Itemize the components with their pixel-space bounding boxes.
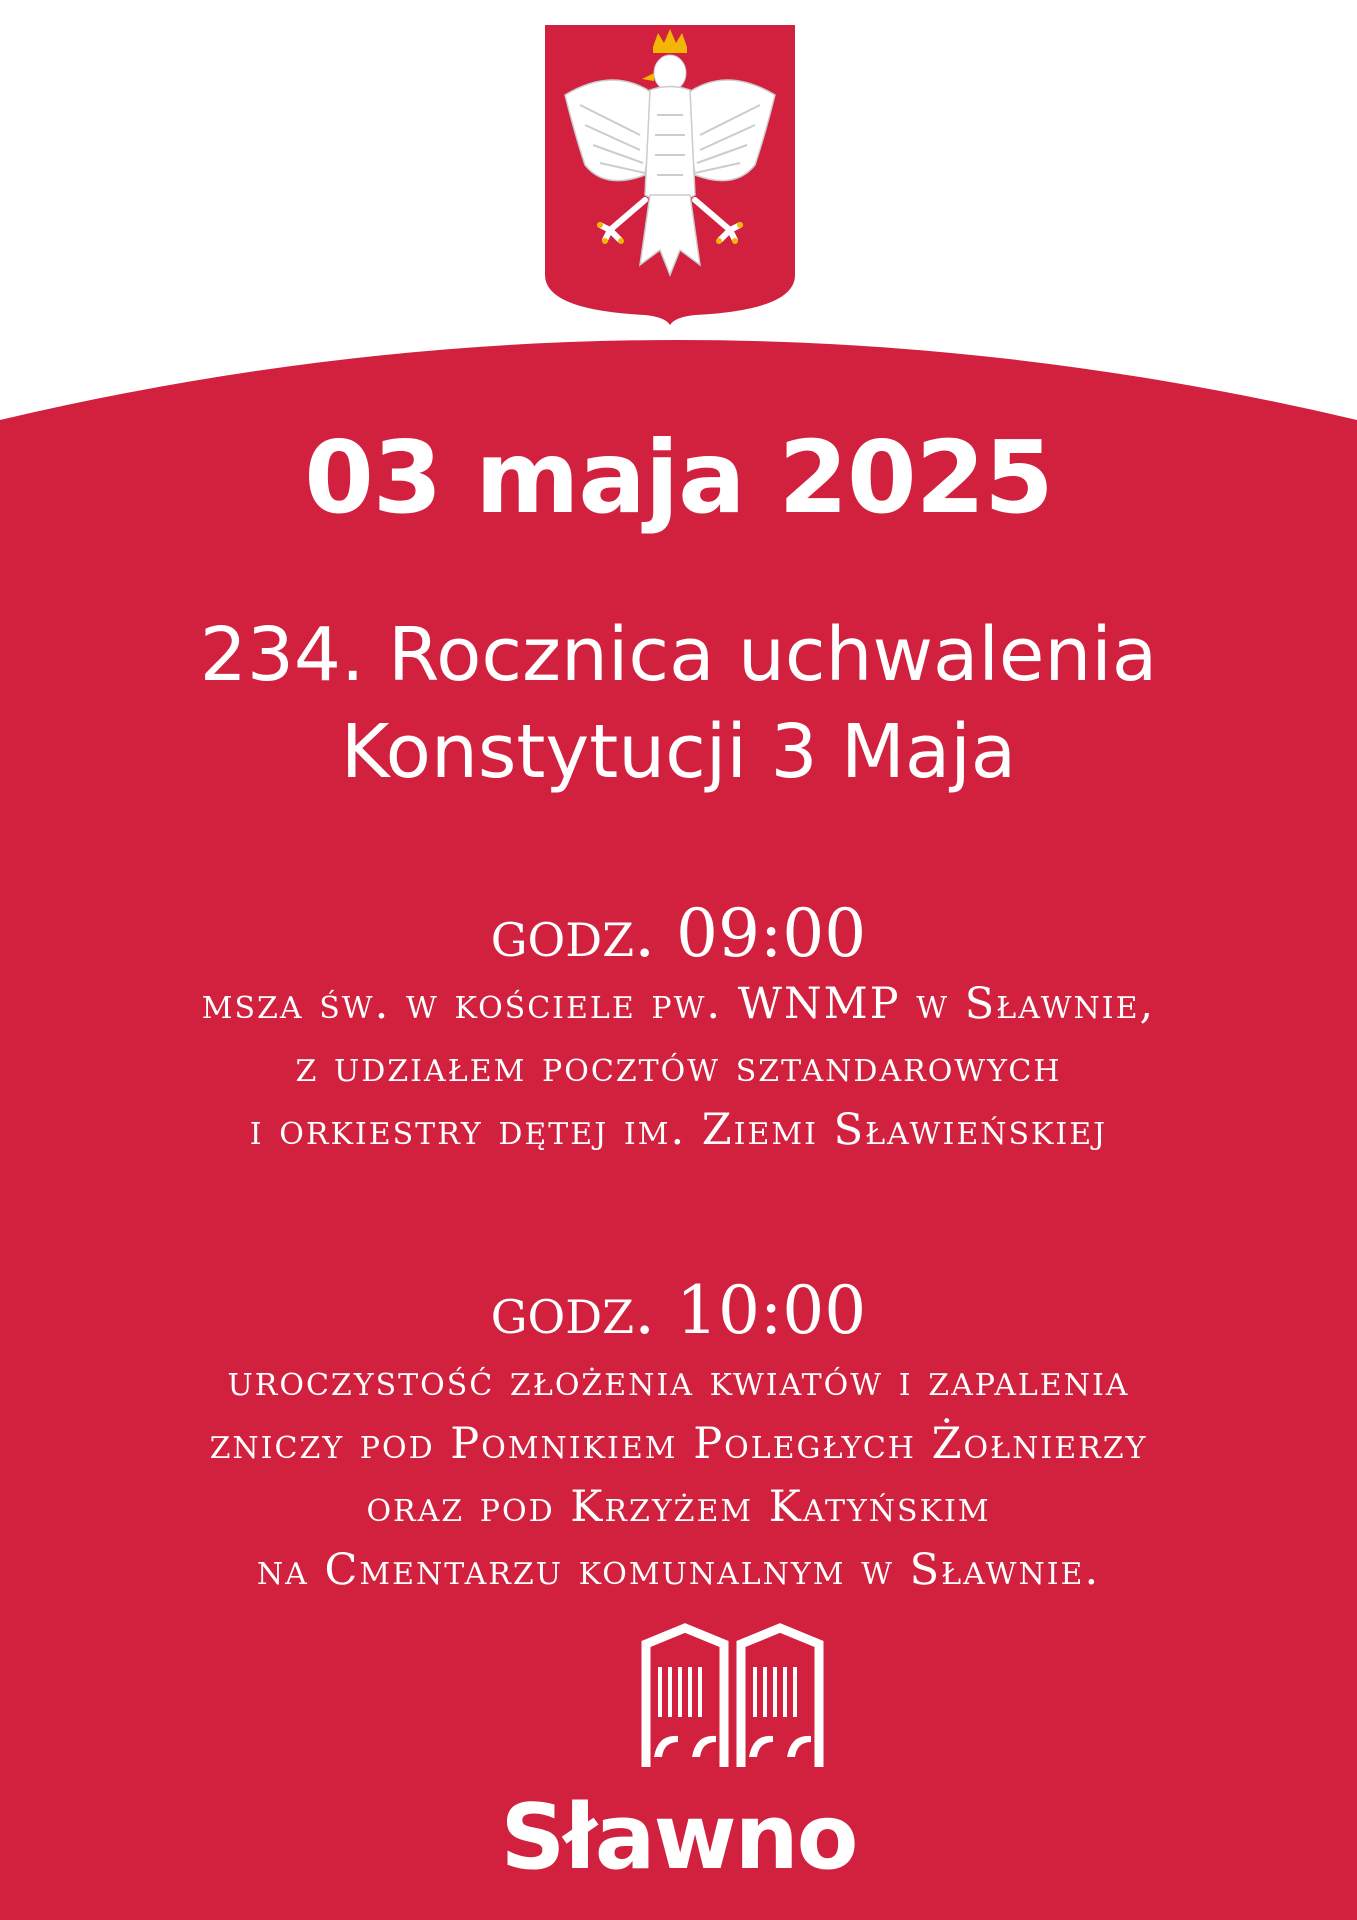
event-1-hour-text: godz. 09:00 bbox=[490, 895, 867, 972]
event-1-line-1: msza św. w kościele pw. WNMP w Sławnie, bbox=[201, 979, 1156, 1029]
anniversary-line-1: 234. Rocznica uchwalenia bbox=[199, 612, 1158, 698]
event-2-line-1: uroczystość złożenia kwiatów i zapalenia bbox=[227, 1356, 1130, 1406]
event-2-line-2: zniczy pod Pomnikiem Poległych Żołnierzy bbox=[209, 1419, 1148, 1469]
event-2-line-4: na Cmentarzu komunalnym w Sławnie. bbox=[256, 1545, 1101, 1595]
event-2-description bbox=[0, 1350, 1357, 1602]
event-1-description bbox=[0, 973, 1357, 1162]
city-name: Sławno bbox=[500, 1785, 857, 1890]
event-1-line-3: i orkiestry dętej im. Ziemi Sławieńskiej bbox=[249, 1105, 1108, 1155]
anniversary-title bbox=[0, 607, 1357, 801]
event-2-line-3: oraz pod Krzyżem Katyńskim bbox=[366, 1482, 991, 1532]
event-2-hour-text: godz. 10:00 bbox=[490, 1272, 867, 1349]
event-1-hour bbox=[0, 895, 1357, 973]
event-2-hour bbox=[0, 1272, 1357, 1350]
anniversary-line-2: Konstytucji 3 Maja bbox=[340, 709, 1017, 795]
event-date: 03 maja 2025 bbox=[304, 419, 1053, 536]
polish-eagle-emblem-icon bbox=[545, 25, 795, 325]
slawno-gates-logo-icon bbox=[640, 1622, 825, 1770]
event-1-line-2: z udziałem pocztów sztandarowych bbox=[295, 1042, 1062, 1092]
